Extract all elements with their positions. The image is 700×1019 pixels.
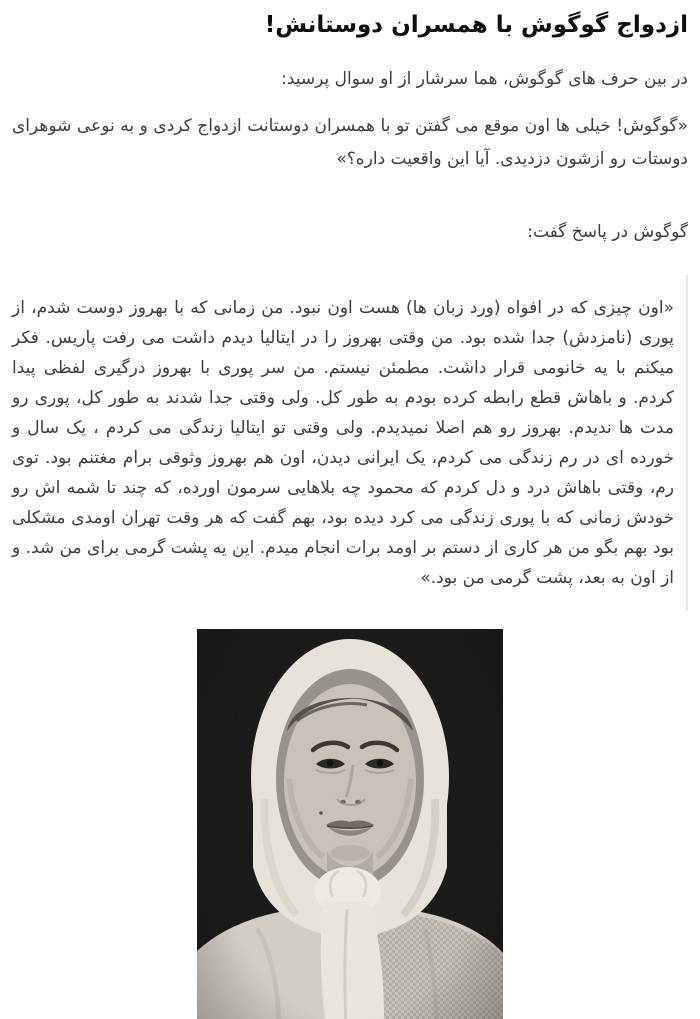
answer-lead-paragraph: گوگوش در پاسخ گفت: (527, 222, 688, 243)
article-title: ازدواج گوگوش با همسران دوستانش! (264, 12, 688, 38)
quote-paragraph: «اون چیزی که در افواه (ورد زبان ها) هست اون نبود. من زمانی که با بهروز دوست شدم، از پوری (نامزدش) جدا شده بود. من وقتی بهروز را در ایتالیا دیدم داشت می رفت پاریس. فکر میکنم با یه خانومی قرار داشت. مطمئن نیستم. من سر پوری با بهروز درگیری لفظی پیدا کردم. و باهاش قطع رابطه کرده بودم به طور کل. ولی وقتی جدا شدند به طور کل، پوری رو مدت ها ندیدم. بهروز رو هم اصلا نمیدیدم. ولی وقتی تو ایتالیا زندگی می کردم ، یک سال و خورده ای در رم زندگی می کردم، یک ایرانی دیدن، اون هم بهروز وثوقی برام مغتنم بود. توی رم، وقتی باهاش درد و دل کردم که محمود چه بلاهایی سرمون اورده، که چند تا شمه اش رو خودش زمانی که با پوری زندگی می کرد دیده بود، بهم گفت که هر وقت تهران اومدی مشکلی بود بهم بگو من هر کاری از دستم بر اومد برات انجام میدم. این یه پشت گرمی برای من شد. و از اون به بعد، پشت گرمی من بود.» (12, 298, 674, 589)
portrait-photo-image (197, 629, 503, 1019)
intro-paragraph: در بین حرف های گوگوش، هما سرشار از او سوال پرسید: (281, 69, 688, 90)
article-page (0, 10, 700, 1019)
portrait-photo (197, 629, 503, 1019)
question-paragraph: «گوگوش! خیلی ها اون موقع می گفتن تو با همسران دوستانت ازدواج کردی و به نوعی شوهرای دوستات رو ازشون دزدیدی. آیا این واقعیت داره؟» (12, 116, 688, 170)
quote-block (12, 275, 688, 611)
